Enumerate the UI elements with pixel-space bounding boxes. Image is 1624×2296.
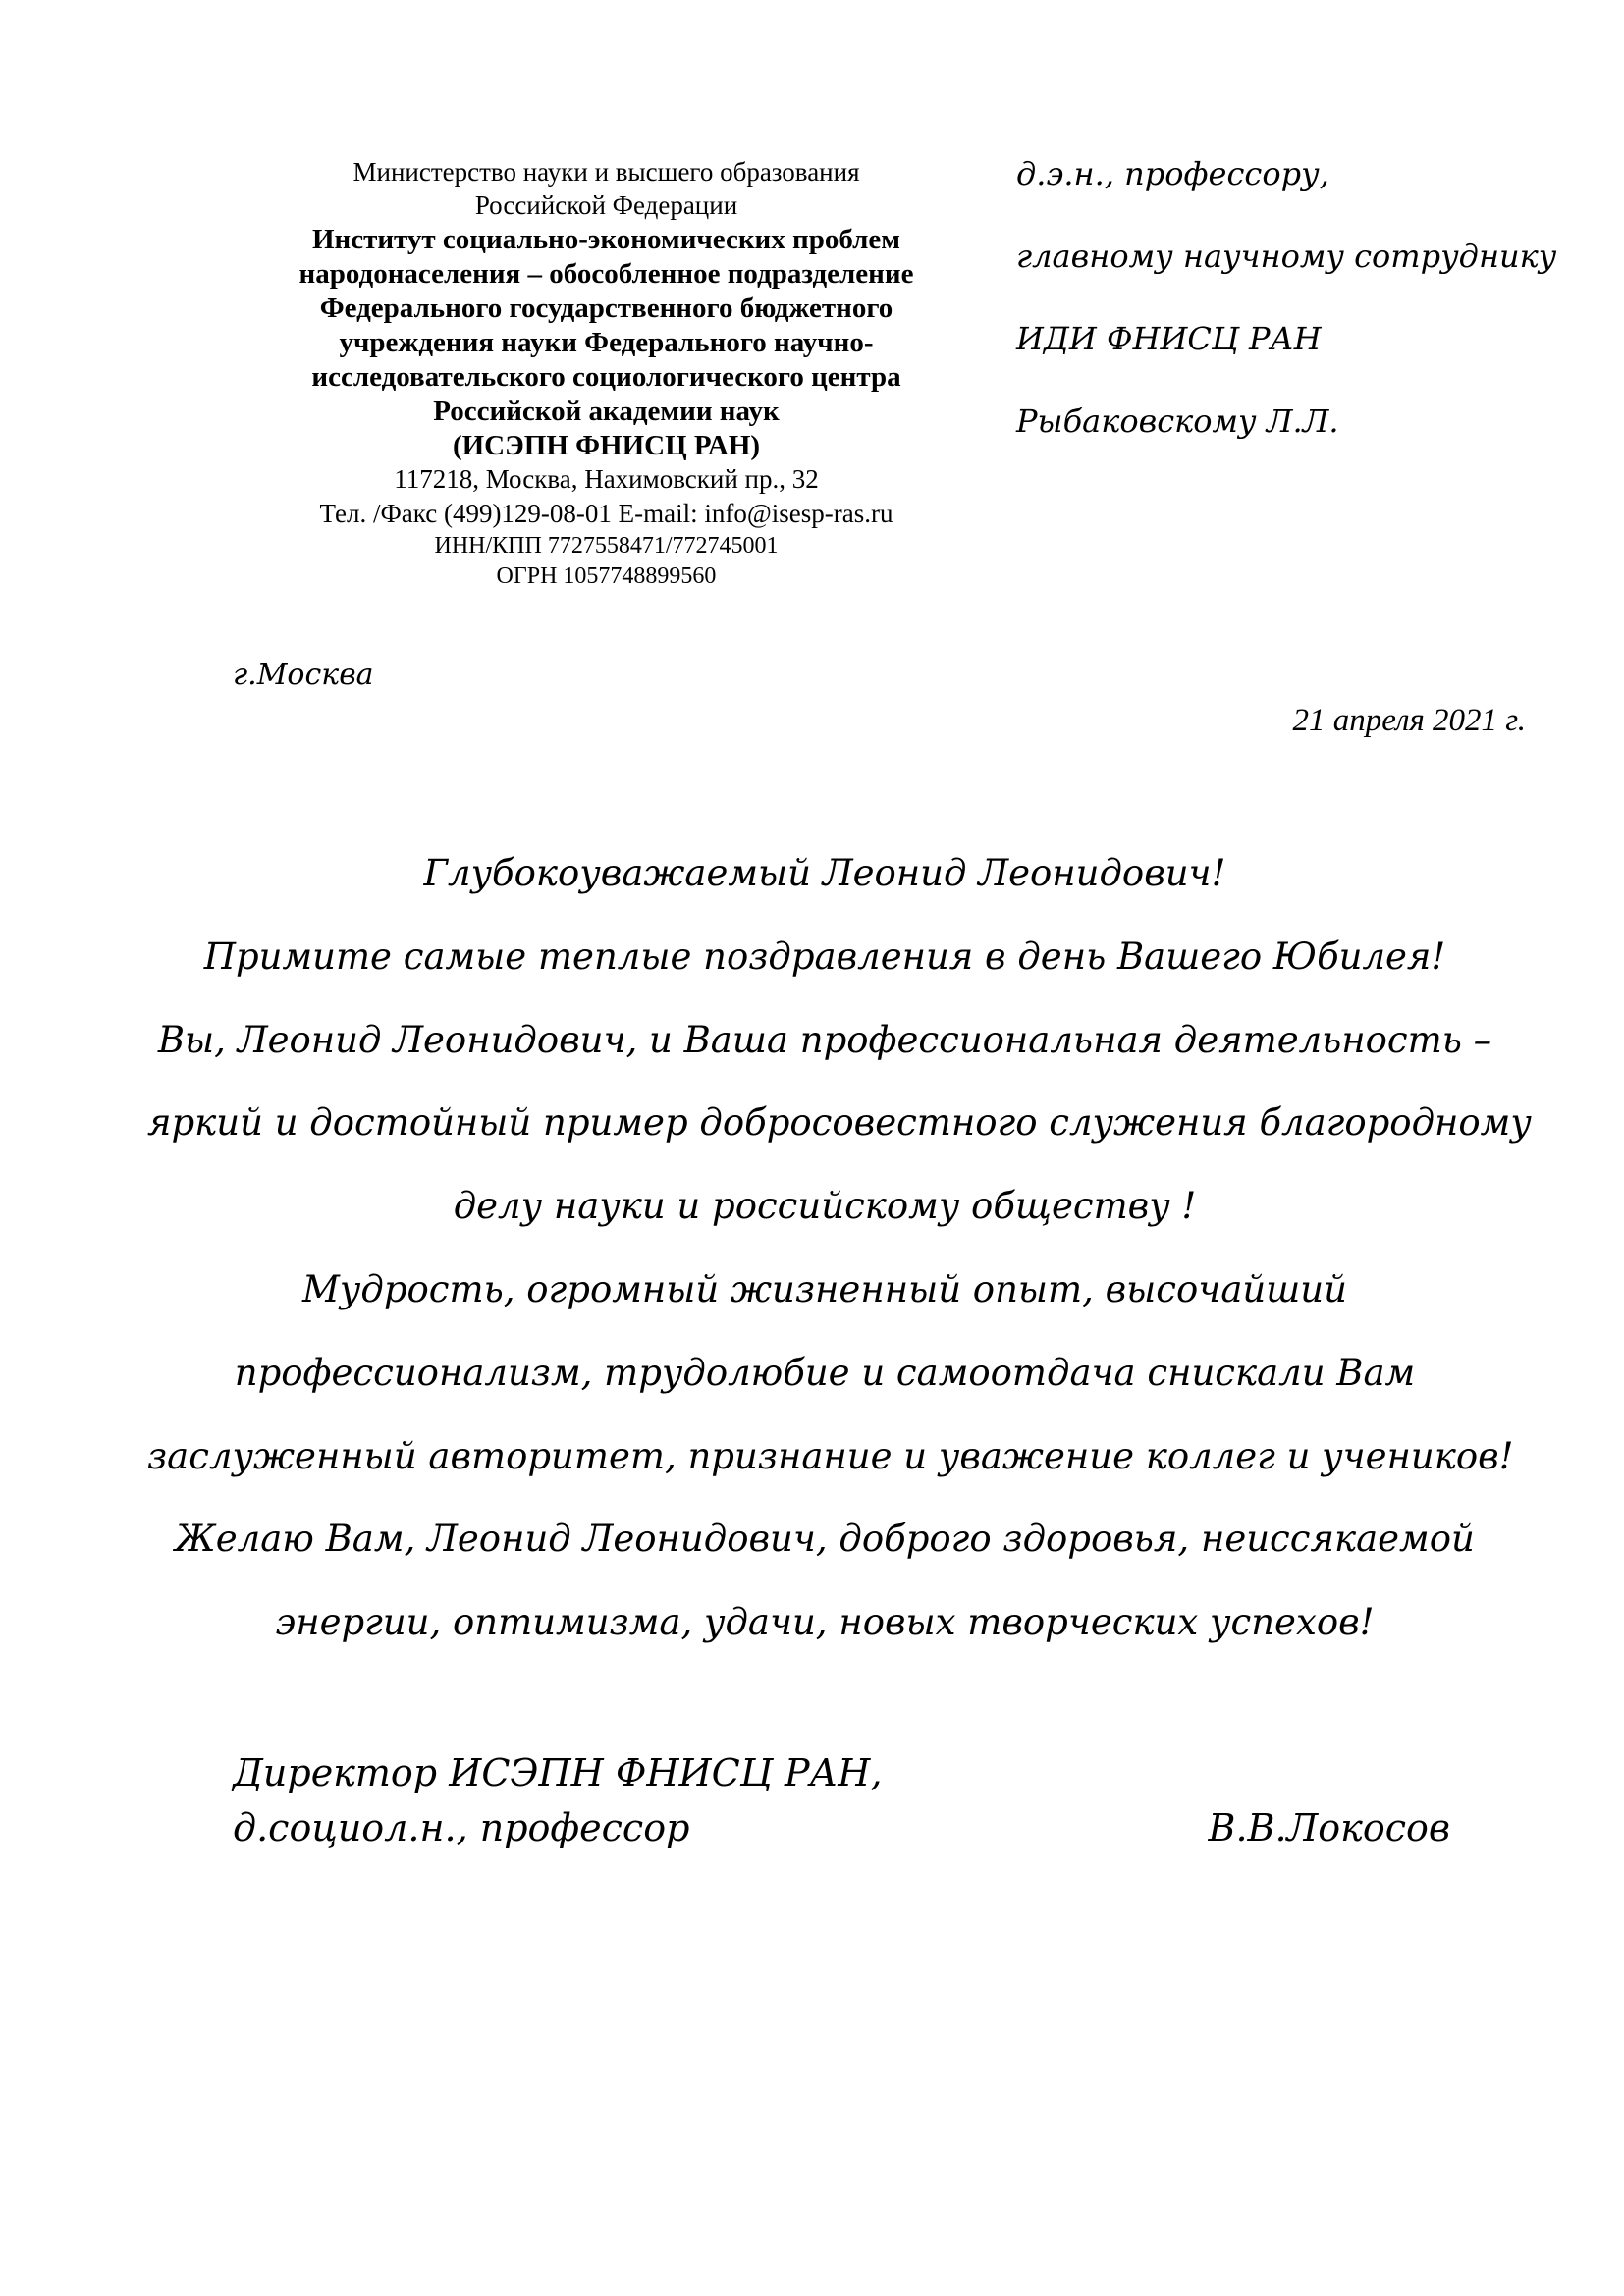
body-line: Глубокоуважаемый Леонид Леонидович!	[423, 852, 1226, 894]
body-line: заслуженный авторитет, признание и уважение коллег и учеников!	[147, 1434, 1514, 1477]
letterhead	[231, 155, 982, 592]
body-line: энергии, оптимизма, удачи, новых творческих успехов!	[275, 1601, 1375, 1644]
recipient-block	[1016, 152, 1557, 482]
institute-abbreviation: (ИСЭПН ФНИСЦ РАН)	[452, 430, 761, 461]
signer-degree: д.социол.н., профессор	[233, 1806, 690, 1849]
recipient-line: д.э.н., профессору,	[1016, 155, 1329, 192]
ministry-line: Министерство науки и высшего образования	[352, 157, 860, 187]
letter-date: 21 апреля 2021 г.	[1292, 703, 1526, 738]
body-line: делу науки и российскому обществу !	[453, 1185, 1197, 1228]
body-line: профессионализм, трудолюбие и самоотдача снискали Вам	[234, 1351, 1416, 1394]
signer-name: В.В.Локосов	[1208, 1806, 1450, 1849]
institute-contacts: Тел. /Факс (499)129-08-01 E-mail: info@isesp-ras.ru	[319, 499, 893, 528]
recipient-line: ИДИ ФНИСЦ РАН	[1016, 320, 1322, 357]
recipient-line: Рыбаковскому Л.Л.	[1016, 402, 1339, 440]
signature-block	[233, 1745, 1450, 1855]
institute-name-line: народонаселения – обособленное подразделение	[298, 258, 914, 290]
body-line: Мудрость, огромный жизненный опыт, высочайший	[302, 1267, 1347, 1310]
body-line: Желаю Вам, Леонид Леонидович, доброго здоровья, неиссякаемой	[175, 1518, 1475, 1561]
institute-name-line: Российской академии наук	[433, 396, 780, 427]
letter-body	[147, 839, 1532, 1672]
signature-row	[233, 1800, 1450, 1855]
ogrn: ОГРН 1057748899560	[496, 563, 717, 589]
institute-name-line: учреждения науки Федерального научно-	[339, 327, 874, 358]
body-line: Примите самые теплые поздравления в день Вашего Юбилея!	[203, 934, 1446, 978]
inn-kpp: ИНН/КПП 7727558471/772745001	[434, 533, 779, 559]
institute-address: 117218, Москва, Нахимовский пр., 32	[394, 464, 819, 494]
recipient-line: главному научному сотруднику	[1016, 238, 1557, 275]
body-line: яркий и достойный пример добросовестного служения благородному	[147, 1101, 1532, 1145]
signer-position: Директор ИСЭПН ФНИСЦ РАН,	[233, 1751, 883, 1794]
body-line: Вы, Леонид Леонидович, и Ваша профессиональная деятельность –	[157, 1018, 1492, 1061]
institute-name-line: исследовательского социологического центра	[311, 361, 901, 393]
institute-name-line: Институт социально-экономических проблем	[311, 224, 901, 255]
letter-city: г.Москва	[233, 658, 374, 692]
ministry-line: Российской Федерации	[474, 190, 738, 220]
institute-name-line: Федерального государственного бюджетного	[319, 293, 893, 324]
